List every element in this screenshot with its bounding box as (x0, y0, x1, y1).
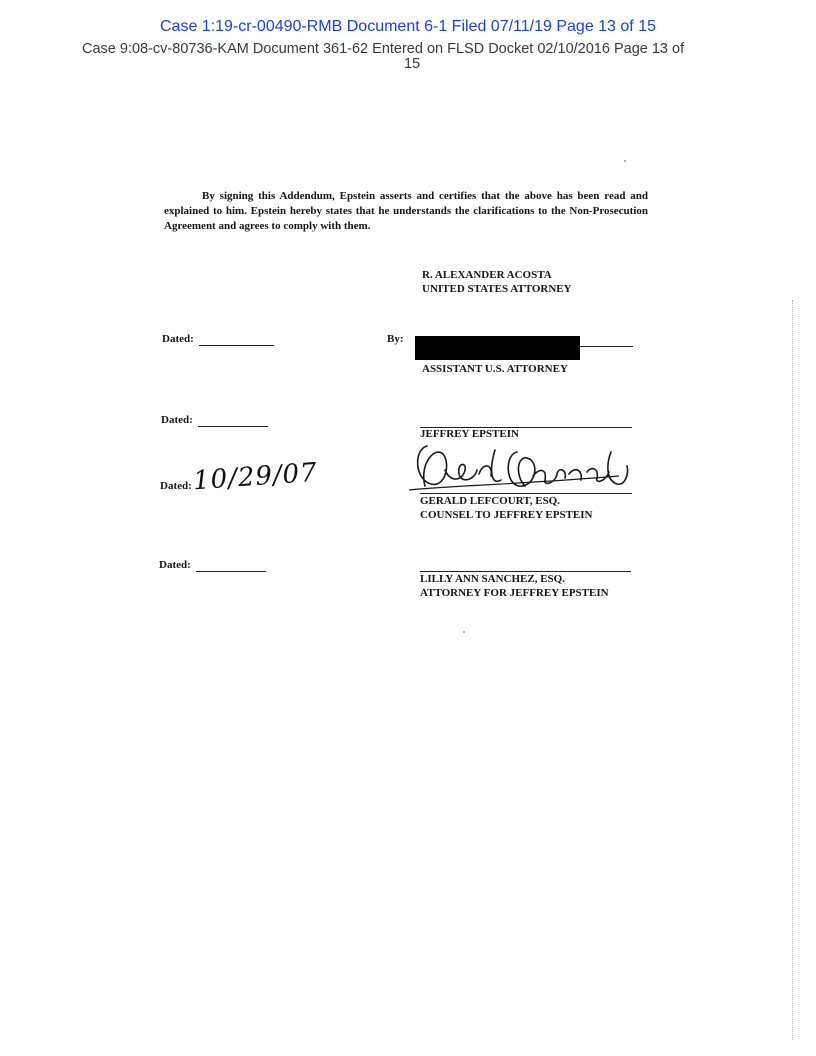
dated-label-2: Dated: (161, 414, 193, 426)
dated-label-4: Dated: (159, 559, 191, 571)
dated-line-1 (199, 345, 274, 346)
filing-header-secondary-line1: Case 9:08-cv-80736-KAM Document 361-62 Entered on FLSD Docket 02/10/2016 Page 13 of (82, 41, 685, 57)
filing-header-secondary (82, 42, 762, 72)
ausa-title: ASSISTANT U.S. ATTORNEY (422, 363, 568, 375)
dated-line-2 (198, 426, 268, 427)
sanchez-title: ATTORNEY FOR JEFFREY EPSTEIN (420, 587, 609, 599)
ausa-signature-line (580, 346, 633, 347)
lefcourt-name: GERALD LEFCOURT, ESQ. (420, 495, 560, 507)
us-attorney-name: R. ALEXANDER ACOSTA (422, 269, 552, 281)
filing-header-primary: Case 1:19-cr-00490-RMB Document 6-1 Filed 07/11/19 Page 13 of 15 (160, 18, 656, 35)
sanchez-name: LILLY ANN SANCHEZ, ESQ. (420, 573, 565, 585)
scan-speck (624, 160, 626, 162)
dated-label-3: Dated: (160, 480, 192, 492)
by-label: By: (387, 333, 404, 345)
us-attorney-title: UNITED STATES ATTORNEY (422, 283, 572, 295)
epstein-name: JEFFREY EPSTEIN (420, 428, 519, 440)
lefcourt-title: COUNSEL TO JEFFREY EPSTEIN (420, 509, 593, 521)
dated-line-4 (196, 571, 266, 572)
addendum-paragraph (164, 189, 648, 234)
scan-speck (463, 631, 465, 633)
handwritten-date: 10/29/07 (192, 457, 319, 497)
dated-label-1: Dated: (162, 333, 194, 345)
scan-edge-line (792, 300, 794, 1040)
filing-header-secondary-line2: 15 (404, 56, 421, 72)
addendum-paragraph-text: By signing this Addendum, Epstein asserts and certifies that the above has been read and explained to him. Epstein hereby states that he understands the clarifications to the Non-Prosecution Agreement and agrees to comply with them. (164, 190, 648, 232)
redaction-box (415, 336, 580, 360)
